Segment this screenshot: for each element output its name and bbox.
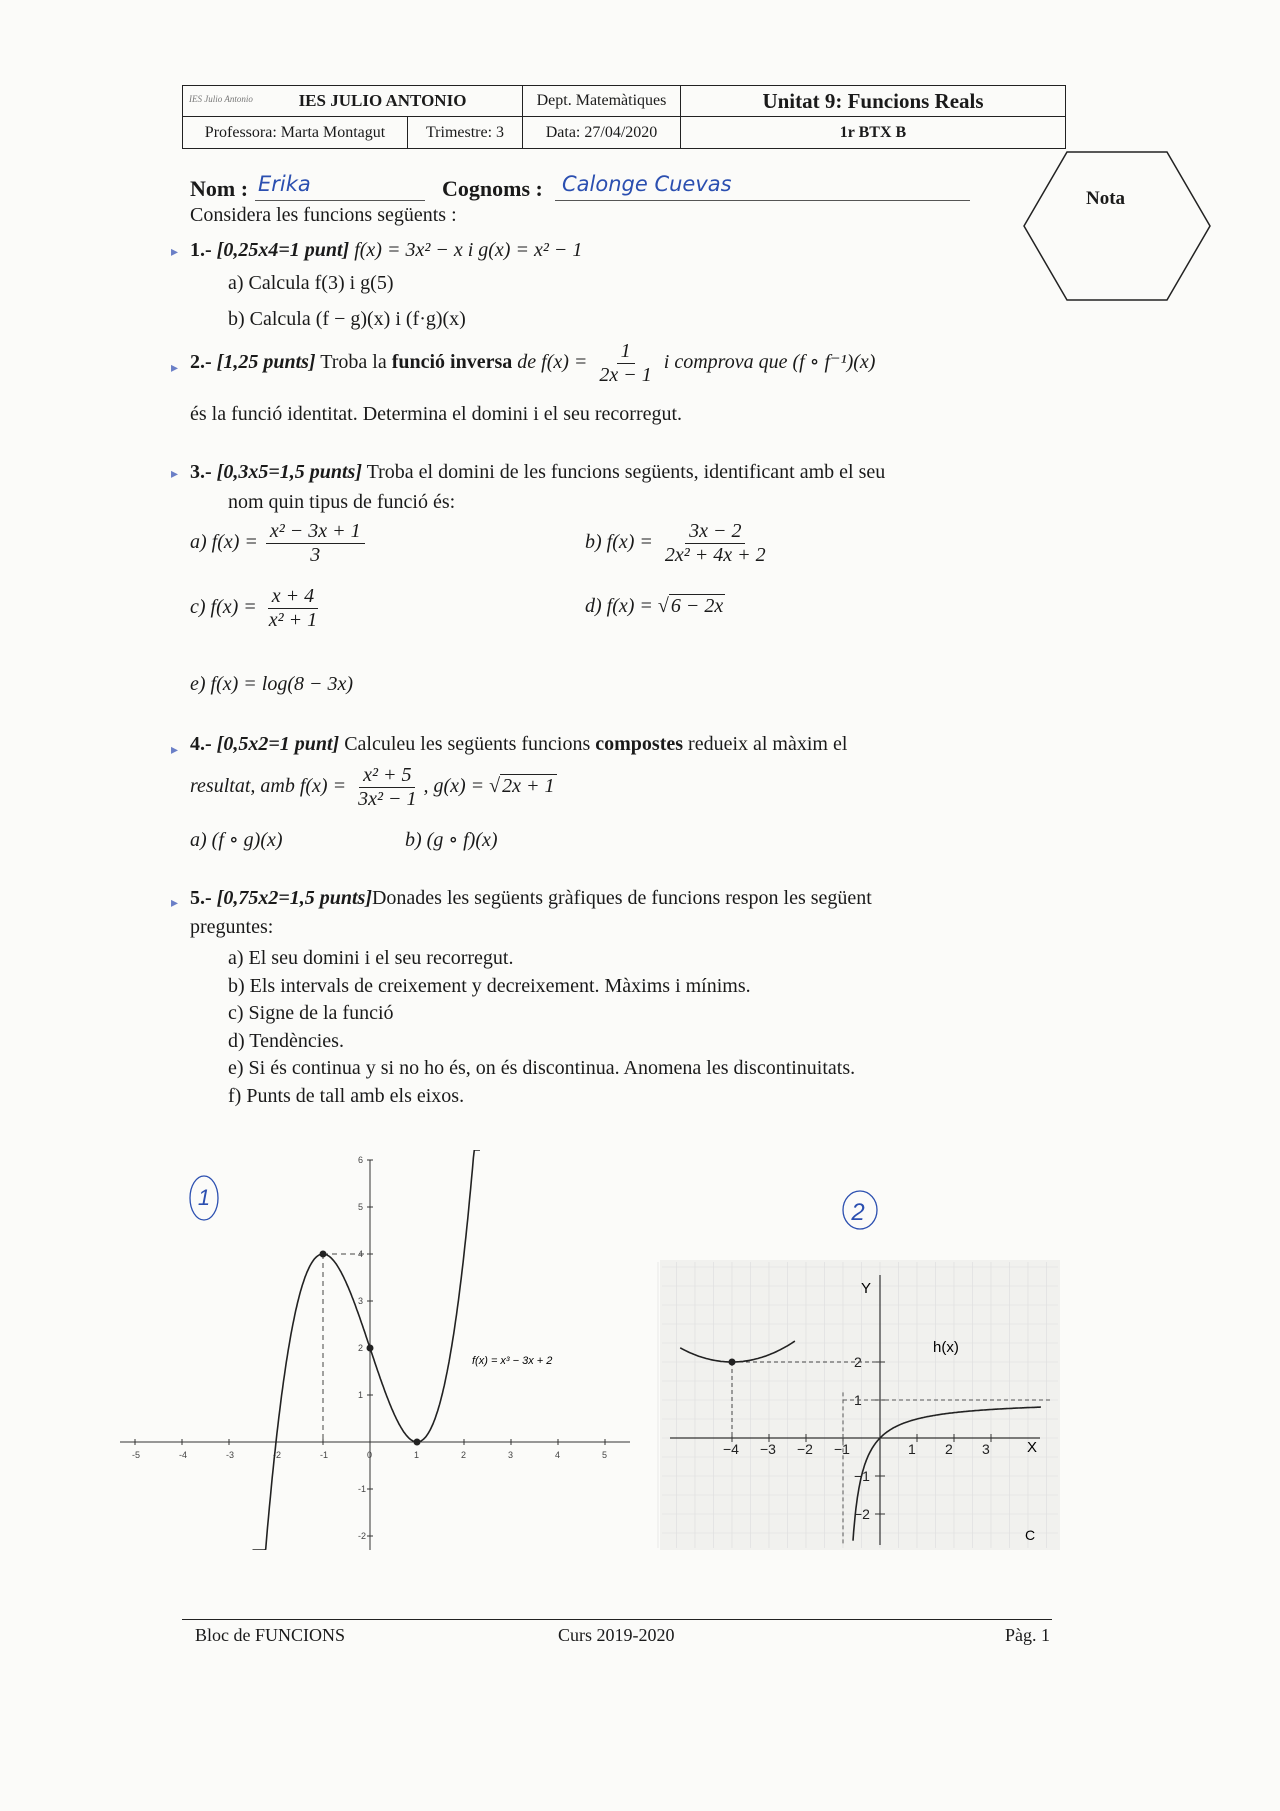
graph-2-y-label: Y bbox=[861, 1280, 872, 1297]
graph-1-point bbox=[414, 1439, 421, 1446]
group: 1r BTX B bbox=[839, 123, 907, 141]
graph-2-y-tick-label: 2 bbox=[854, 1354, 862, 1370]
q5-heading: 5.- [0,75x2=1,5 punts]Donades les següents gràfiques de funcions respon les següent bbox=[190, 887, 872, 909]
q3-part-a: a) f(x) = $\frac{\text{x² − 3x + 1}}{3}$ bbox=[190, 520, 368, 567]
graph-1-point bbox=[367, 1345, 374, 1352]
school-logo: IES Julio Antonio bbox=[189, 94, 253, 104]
graph-1-y-tick-label: -2 bbox=[358, 1531, 367, 1541]
surname-label: Cognoms : bbox=[442, 176, 543, 201]
header-table bbox=[182, 85, 1066, 149]
footer-center: Curs 2019-2020 bbox=[558, 1625, 675, 1645]
graph-1-y-tick-label: 2 bbox=[358, 1343, 364, 1353]
graph-2-x-label: X bbox=[1027, 1439, 1038, 1456]
q3-part-d: d) f(x) = √ 6 − 2x bbox=[585, 595, 724, 617]
graph-1-x-tick-label: 5 bbox=[602, 1450, 608, 1460]
q3-part-b: b) f(x) = $\frac{3x - 2}{\text{2x² + 4x + 2}}$ bbox=[585, 520, 766, 566]
graph-2-x-tick-label: −4 bbox=[723, 1441, 739, 1457]
graph-1-y-tick-label: 1 bbox=[358, 1390, 364, 1400]
footer-left: Bloc de FUNCIONS bbox=[195, 1625, 346, 1645]
department: Dept. Matemàtiques bbox=[523, 86, 681, 117]
graph-1-x-tick-label: 4 bbox=[555, 1450, 561, 1460]
graph-1-curve bbox=[253, 1150, 481, 1550]
q2-mark: ▸ bbox=[171, 361, 179, 376]
graph-2-x-tick-label: −3 bbox=[760, 1441, 776, 1457]
teacher: Professora: Marta Montagut bbox=[183, 117, 408, 148]
q5-item: e) Si és continua y si no ho és, on és discontinua. Anomena les discontinuitats. bbox=[228, 1057, 856, 1079]
name-underline bbox=[255, 200, 425, 201]
graph-1-y-tick-label: -1 bbox=[358, 1484, 367, 1494]
graph-2-x-tick-label: 2 bbox=[945, 1441, 953, 1457]
surname-value[interactable]: Calonge Cuevas bbox=[562, 172, 732, 196]
graph-1-y-tick-label: 6 bbox=[358, 1155, 364, 1165]
date: Data: 27/04/2020 bbox=[523, 117, 681, 148]
q4-mark: ▸ bbox=[171, 743, 179, 758]
footer-right: Pàg. 1 bbox=[1005, 1625, 1050, 1645]
graph-1-number: 1 bbox=[197, 1185, 211, 1210]
graph-2-function-label: h(x) bbox=[933, 1339, 959, 1356]
q2-line2: és la funció identitat. Determina el domini i el seu recorregut. bbox=[190, 403, 683, 425]
graph-2-y-tick-label: −1 bbox=[854, 1468, 870, 1484]
q5-item: f) Punts de tall amb els eixos. bbox=[228, 1084, 465, 1107]
footer-rule bbox=[182, 1619, 1052, 1620]
q5-item: a) El seu domini i el seu recorregut. bbox=[228, 947, 514, 969]
graph-1-x-tick-label: 0 bbox=[367, 1450, 373, 1460]
graph-2-x-tick-label: 1 bbox=[908, 1441, 916, 1457]
school-name: IES JULIO ANTONIO bbox=[298, 91, 467, 110]
q4-functions: resultat, amb f(x) = $\frac{\text{x² + 5}}{\text{3x² − 1}}$ , g(x) = √ 2x + 1 bbox=[190, 764, 555, 810]
grade-box bbox=[1022, 150, 1212, 302]
q3-heading: 3.- [0,3x5=1,5 punts] Troba el domini de les funcions següents, identificant amb el seu bbox=[190, 461, 886, 483]
graph-2-point bbox=[729, 1359, 736, 1366]
graph-2-y-tick-label: 1 bbox=[854, 1392, 862, 1408]
q1-part-a: a) Calcula f(3) i g(5) bbox=[228, 272, 394, 294]
name-label: Nom : bbox=[190, 176, 249, 201]
surname-underline bbox=[555, 200, 970, 201]
trimester: Trimestre: 3 bbox=[408, 117, 523, 148]
graph-2-y-tick-label: −2 bbox=[854, 1506, 870, 1522]
name-value[interactable]: Erika bbox=[258, 172, 311, 196]
graph-1-x-tick-label: 1 bbox=[414, 1450, 420, 1460]
graph-1-x-tick-label: 2 bbox=[461, 1450, 467, 1460]
graph-2-x-tick-label: −2 bbox=[797, 1441, 813, 1457]
graph-2 bbox=[655, 1180, 1065, 1550]
q5-item: b) Els intervals de creixement y decreixement. Màxims i mínims. bbox=[228, 974, 751, 997]
graph-1-x-tick-label: 3 bbox=[508, 1450, 514, 1460]
q3-part-e: e) f(x) = log(8 − 3x) bbox=[190, 673, 354, 695]
graph-1-y-tick-label: 3 bbox=[358, 1296, 364, 1306]
q5-mark: ▸ bbox=[171, 896, 179, 911]
school-cell bbox=[183, 86, 523, 117]
graph-2-x-tick-label: 3 bbox=[982, 1441, 990, 1457]
q4-part-a: a) (f ∘ g)(x) bbox=[190, 829, 283, 851]
graph-1-x-tick-label: -1 bbox=[320, 1450, 329, 1460]
graph-1-y-tick-label: 4 bbox=[358, 1249, 364, 1259]
graph-2-number: 2 bbox=[851, 1199, 865, 1226]
graph-1-x-tick-label: -2 bbox=[273, 1450, 282, 1460]
unit-title: Unitat 9: Funcions Reals bbox=[681, 86, 1065, 117]
q1-part-b: b) Calcula (f − g)(x) i (f·g)(x) bbox=[228, 308, 466, 330]
intro-text: Considera les funcions següents : bbox=[190, 204, 457, 226]
graph-1-y-tick-label: 5 bbox=[358, 1202, 364, 1212]
graph-2-corner-label: C bbox=[1025, 1527, 1036, 1543]
q3-line2: nom quin tipus de funció és: bbox=[228, 491, 456, 513]
q5-item: d) Tendències. bbox=[228, 1029, 344, 1052]
q4-part-b: b) (g ∘ f)(x) bbox=[405, 829, 498, 851]
q3-part-c: c) f(x) = $\frac{x + 4}{\text{x² + 1}}$ bbox=[190, 585, 318, 631]
q2-heading: 2.- [1,25 punts] Troba la funció inversa de f(x) = $\frac{1}{2x - 1}$ i comprova que (f ∘ f⁻¹)(x) bbox=[190, 340, 876, 386]
q4-heading: 4.- [0,5x2=1 punt] Calculeu les següents funcions compostes redueix al màxim el bbox=[190, 733, 848, 755]
q5-item: c) Signe de la funció bbox=[228, 1002, 394, 1024]
graph-1-x-tick-label: -3 bbox=[226, 1450, 235, 1460]
graph-1-x-tick-label: -4 bbox=[179, 1450, 188, 1460]
graph-1 bbox=[120, 1150, 640, 1550]
graph-2-x-tick-label: −1 bbox=[834, 1441, 850, 1457]
q1-heading: 1.- [0,25x4=1 punt] f(x) = 3x² − x i g(x) = x² − 1 bbox=[190, 239, 583, 261]
q1-mark: ▸ bbox=[171, 245, 179, 260]
graph-1-point bbox=[320, 1251, 327, 1258]
grade-label: Nota bbox=[1086, 188, 1126, 209]
q5-line2: preguntes: bbox=[190, 916, 274, 938]
graph-1-x-tick-label: -5 bbox=[132, 1450, 141, 1460]
q3-mark: ▸ bbox=[171, 467, 179, 482]
graph-1-formula: f(x) = x³ − 3x + 2 bbox=[472, 1355, 553, 1367]
